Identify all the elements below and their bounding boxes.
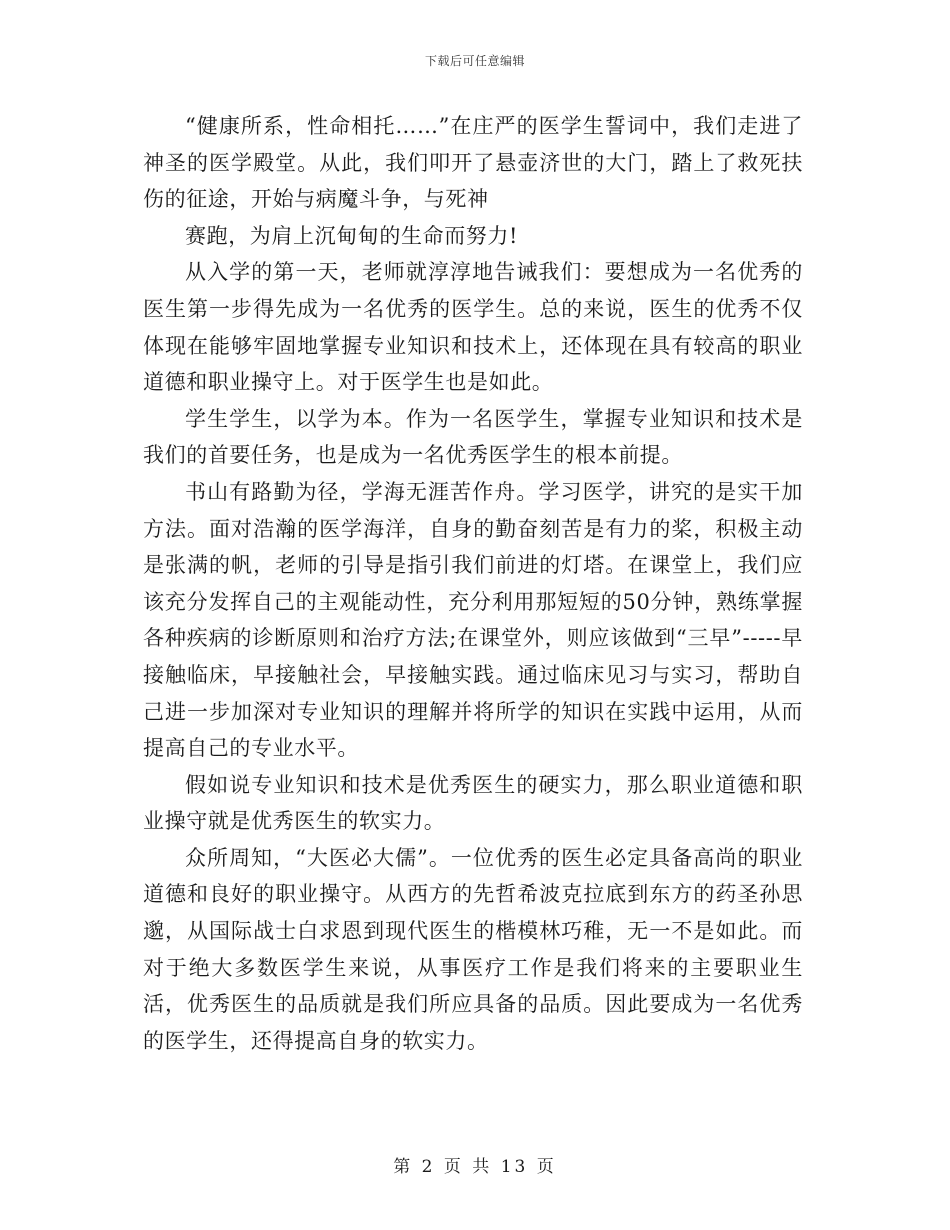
page-header: 下载后可任意编辑 xyxy=(424,54,525,68)
document-body xyxy=(143,108,803,1059)
paragraph: 从入学的第一天，老师就淳淳地告诫我们：要想成为一名优秀的医生第一步得先成为一名优秀的医学生。总的来说，医生的优秀不仅体现在能够牢固地掌握专业知识和技术上，还体现在具有较高的职业道德和职业操守上。对于医学生也是如此。 xyxy=(143,260,803,395)
paragraph: 假如说专业知识和技术是优秀医生的硬实力，那么职业道德和职业操守就是优秀医生的软实力。 xyxy=(143,772,803,834)
paragraph: 众所周知，“大医必大儒”。一位优秀的医生必定具备高尚的职业道德和良好的职业操守。从西方的先哲希波克拉底到东方的药圣孙思邈，从国际战士白求恩到现代医生的楷模林巧稚，无一不是如此。而对于绝大多数医学生来说，从事医疗工作是我们将来的主要职业生活，优秀医生的品质就是我们所应具备的品质。因此要成为一名优秀的医学生，还得提高自身的软实力。 xyxy=(143,845,803,1053)
page-footer: 第 2 页 共 13 页 xyxy=(393,1157,557,1177)
paragraph: 书山有路勤为径，学海无涯苦作舟。学习医学，讲究的是实干加方法。面对浩瀚的医学海洋，自身的勤奋刻苦是有力的桨，积极主动是张满的帆，老师的引导是指引我们前进的灯塔。在课堂上，我们应该充分发挥自己的主观能动性，充分利用那短短的50分钟，熟练掌握各种疾病的诊断原则和治疗方法;在课堂外，则应该做到“三早”-----早接触临床，早接触社会，早接触实践。通过临床见习与实习，帮助自己进一步加深对专业知识的理解并将所学的知识在实践中运用，从而提高自己的专业水平。 xyxy=(143,479,803,761)
paragraph: “健康所系，性命相托……”在庄严的医学生誓词中，我们走进了神圣的医学殿堂。从此，我们叩开了悬壶济世的大门，踏上了救死扶伤的征途，开始与病魔斗争，与死神 xyxy=(143,114,803,212)
paragraph: 赛跑，为肩上沉甸甸的生命而努力! xyxy=(185,223,519,248)
paragraph: 学生学生，以学为本。作为一名医学生，掌握专业知识和技术是我们的首要任务，也是成为一名优秀医学生的根本前提。 xyxy=(143,406,803,468)
